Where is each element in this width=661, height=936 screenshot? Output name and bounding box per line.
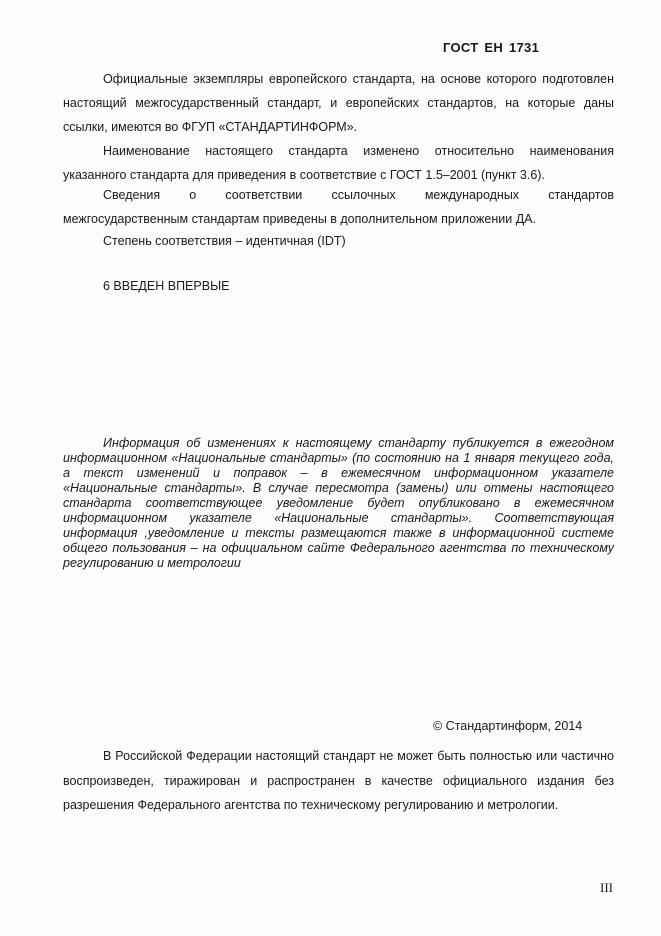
paragraph-official-copies: Официальные экземпляры европейского стандарта, на основе которого подготовлен настоящий межгосударственный стандарт, и европейских стандартов, на которые даны ссылки, имеются во ФГУП «СТАНДАРТИНФОРМ». bbox=[63, 72, 614, 134]
copyright-line: © Стандартинформ, 2014 bbox=[433, 719, 583, 733]
paragraph-references-info: Сведения о соответствии ссылочных международных стандартов межгосударственным стандартам приведены в дополнительном приложении ДА. bbox=[63, 188, 614, 226]
document-code-header: ГОСТ ЕН 1731 bbox=[443, 40, 540, 55]
paragraph-introduced-first: 6 ВВЕДЕН ВПЕРВЫЕ bbox=[103, 279, 230, 293]
paragraph-conformity-degree: Степень соответствия – идентичная (IDT) bbox=[103, 234, 346, 248]
page-number: III bbox=[600, 880, 613, 895]
reproduction-rights-paragraph: В Российской Федерации настоящий стандарт не может быть полностью или частично воспроизведен, тиражирован и распространен в качестве официального издания без разрешения Федерального агентства по техническому регулированию и метрологии. bbox=[63, 749, 614, 812]
amendments-notice: Информация об изменениях к настоящему стандарту публикуется в ежегодном информационном «Национальные стандарты» (по состоянию на 1 января текущего года, а текст изменений и поправок – в ежемесячном информационном указателе «Национальные стандарты». В случае пересмотра (замены) или отмены настоящего стандарта соответствующее уведомление будет опубликовано в ежемесячном информационном указателе «Национальные стандарты». Соответствующая информация ,уведомление и тексты размещаются также в информационной системе общего пользования – на официальном сайте Федерального агентства по техническому регулированию и метрологии bbox=[63, 436, 614, 570]
paragraph-name-changed: Наименование настоящего стандарта изменено относительно наименования указанного стандарта для приведения в соответствие с ГОСТ 1.5–2001 (пункт 3.6). bbox=[63, 144, 614, 182]
